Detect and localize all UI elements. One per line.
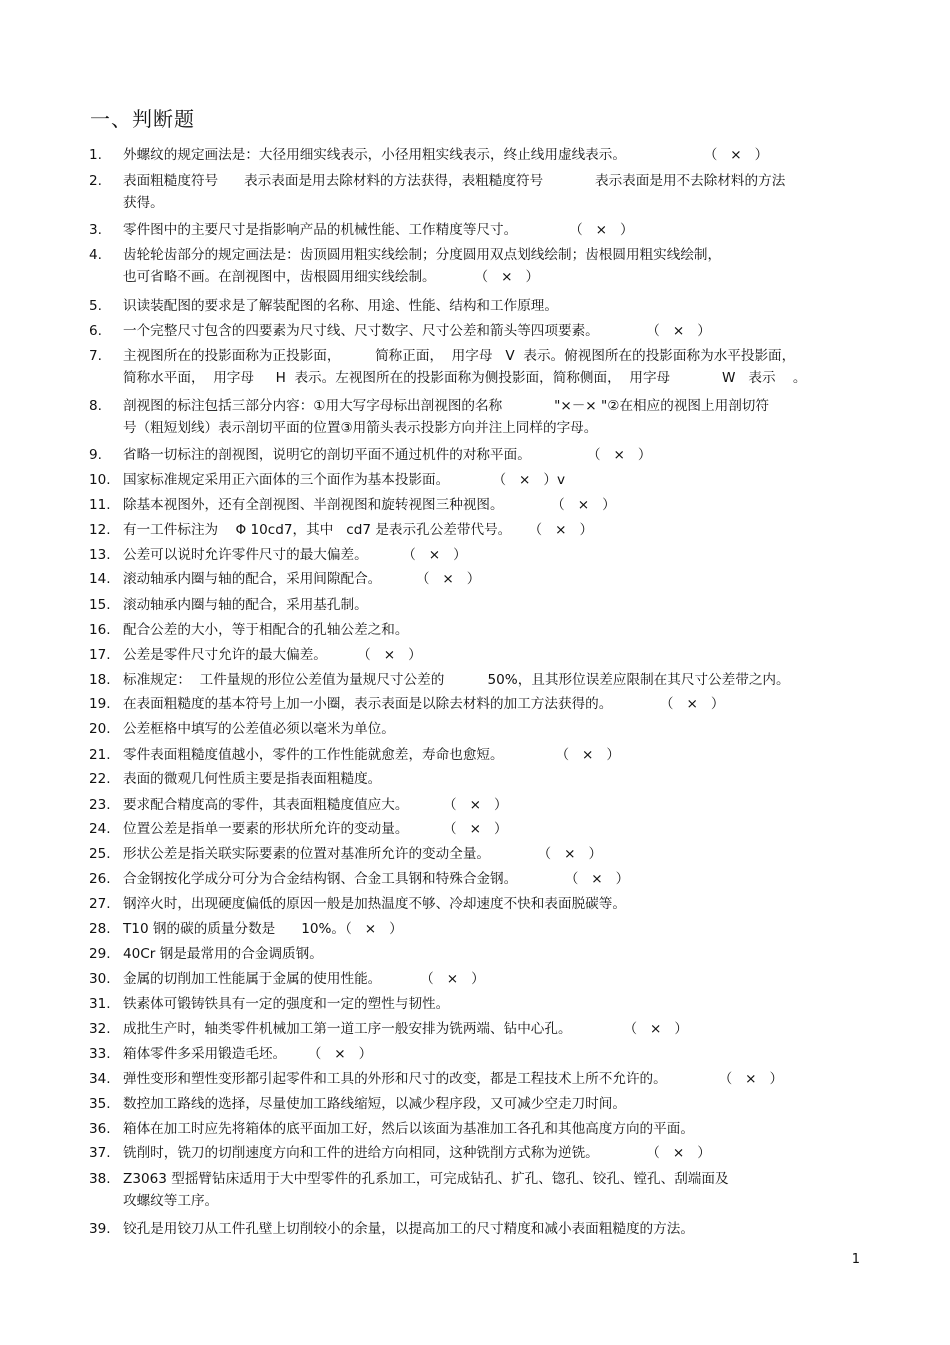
question-item [89, 1168, 859, 1212]
question-text-line: T10 钢的碳的质量分数是 10%。（ × ） [123, 921, 403, 937]
question-number: 38. [89, 1171, 111, 1187]
question-item [89, 244, 859, 288]
question-item [89, 1043, 859, 1065]
question-text-line: 公差可以说时允许零件尺寸的最大偏差。 （ × ） [123, 547, 467, 563]
question-item [89, 843, 859, 865]
question-number: 30. [89, 971, 111, 987]
question-text-line: 箱体在加工时应先将箱体的底平面加工好，然后以该面为基准加工各孔和其他高度方向的平面。 [123, 1121, 694, 1137]
question-item [89, 818, 859, 840]
question-text-line: 箱体零件多采用锻造毛坯。 （ × ） [123, 1046, 373, 1062]
question-text-line: 公差是零件尺寸允许的最大偏差。 （ × ） [123, 647, 422, 663]
question-number: 22. [89, 771, 111, 787]
question-text-line: 位置公差是指单一要素的形状所允许的变动量。 （ × ） [123, 821, 508, 837]
question-text-line: 合金钢按化学成分可分为合金结构钢、合金工具钢和特殊合金钢。 （ × ） [123, 871, 630, 887]
question-item [89, 1118, 859, 1140]
question-text-line: 号（粗短划线）表示剖切平面的位置③用箭头表示投影方向并注上同样的字母。 [123, 420, 598, 436]
question-text-line: 表面粗糙度符号 表示表面是用去除材料的方法获得，表粗糙度符号 表示表面是用不去除材料的方法 [123, 173, 786, 189]
question-number: 1. [89, 147, 102, 163]
question-item [89, 693, 859, 715]
question-number: 36. [89, 1121, 111, 1137]
question-number: 33. [89, 1046, 111, 1062]
question-number: 39. [89, 1221, 111, 1237]
question-number: 31. [89, 996, 111, 1012]
question-item [89, 768, 859, 790]
question-number: 32. [89, 1021, 111, 1037]
question-number: 4. [89, 247, 102, 263]
question-item [89, 644, 859, 666]
question-number: 8. [89, 398, 102, 414]
question-number: 20. [89, 721, 111, 737]
question-text-line: 齿轮轮齿部分的规定画法是：齿顶圆用粗实线绘制；分度圆用双点划线绘制；齿根圆用粗实线绘制， [123, 247, 722, 263]
question-text-line: 主视图所在的投影面称为正投影面， 简称正面， 用字母 V 表示。俯视图所在的投影面称为水平投影面， [123, 348, 796, 364]
question-number: 26. [89, 871, 111, 887]
question-number: 37. [89, 1145, 111, 1161]
question-text-line: 有一工件标注为 Φ 10cd7，其中 cd7 是表示孔公差带代号。 （ × ） [123, 522, 594, 538]
section-title: 一、判断题 [90, 107, 195, 131]
question-item [89, 669, 859, 691]
question-number: 17. [89, 647, 111, 663]
question-text-line: 标准规定： 工件量规的形位公差值为量规尺寸公差的 50%，且其形位误差应限制在其尺寸公差带之内。 [123, 672, 790, 688]
question-number: 16. [89, 622, 111, 638]
question-number: 14. [89, 571, 111, 587]
question-item [89, 345, 859, 389]
question-number: 35. [89, 1096, 111, 1112]
question-text-line: 金属的切削加工性能属于金属的使用性能。 （ × ） [123, 971, 485, 987]
question-item [89, 1218, 859, 1240]
question-number: 12. [89, 522, 111, 538]
question-number: 25. [89, 846, 111, 862]
question-item [89, 494, 859, 516]
question-text-line: 简称水平面， 用字母 H 表示。左视图所在的投影面称为侧投影面，简称侧面， 用字母 W 表示 。 [123, 370, 807, 386]
question-text-line: 获得。 [123, 195, 164, 211]
question-item [89, 1093, 859, 1115]
question-text-line: 零件图中的主要尺寸是指影响产品的机械性能、工作精度等尺寸。 （ × ） [123, 222, 634, 238]
question-text-line: 弹性变形和塑性变形都引起零件和工具的外形和尺寸的改变，都是工程技术上所不允许的。 （ × ） [123, 1071, 784, 1087]
question-text-line: 一个完整尺寸包含的四要素为尺寸线、尺寸数字、尺寸公差和箭头等四项要素。 （ × ） [123, 323, 711, 339]
question-text-line: 识读装配图的要求是了解装配图的名称、用途、性能、结构和工作原理。 [123, 298, 558, 314]
question-item [89, 1068, 859, 1090]
question-text-line: 省略一切标注的剖视图，说明它的剖切平面不通过机件的对称平面。 （ × ） [123, 447, 652, 463]
question-text-line: 要求配合精度高的零件，其表面粗糙度值应大。 （ × ） [123, 797, 508, 813]
question-item [89, 170, 859, 214]
question-text-line: 形状公差是指关联实际要素的位置对基准所允许的变动全量。 （ × ） [123, 846, 603, 862]
question-item [89, 568, 859, 590]
question-item [89, 295, 859, 317]
question-number: 13. [89, 547, 111, 563]
question-number: 28. [89, 921, 111, 937]
question-text-line: 在表面粗糙度的基本符号上加一小圈，表示表面是以除去材料的加工方法获得的。 （ × ） [123, 696, 725, 712]
question-number: 29. [89, 946, 111, 962]
question-text-line: 国家标准规定采用正六面体的三个面作为基本投影面。 （ × ）v [123, 472, 566, 488]
question-item [89, 943, 859, 965]
question-number: 19. [89, 696, 111, 712]
question-number: 24. [89, 821, 111, 837]
question-number: 2. [89, 173, 102, 189]
question-item [89, 144, 859, 166]
question-text-line: 铰孔是用铰刀从工件孔壁上切削较小的余量，以提高加工的尺寸精度和减小表面粗糙度的方法。 [123, 1221, 694, 1237]
question-item [89, 444, 859, 466]
question-item [89, 320, 859, 342]
question-item [89, 395, 859, 439]
question-text-line: 零件表面粗糙度值越小，零件的工作性能就愈差，寿命也愈短。 （ × ） [123, 747, 620, 763]
question-number: 15. [89, 597, 111, 613]
question-text-line: 成批生产时，轴类零件机械加工第一道工序一般安排为铣两端、钻中心孔。 （ × ） [123, 1021, 688, 1037]
question-item [89, 1018, 859, 1040]
question-text-line: 滚动轴承内圈与轴的配合，采用间隙配合。 （ × ） [123, 571, 481, 587]
question-text-line: 表面的微观几何性质主要是指表面粗糙度。 [123, 771, 382, 787]
question-text-line: 铣削时，铣刀的切削速度方向和工件的进给方向相同，这种铣削方式称为逆铣。 （ × ） [123, 1145, 711, 1161]
question-text-line: 铁素体可锻铸铁具有一定的强度和一定的塑性与韧性。 [123, 996, 450, 1012]
question-item [89, 993, 859, 1015]
question-number: 23. [89, 797, 111, 813]
question-text-line: 除基本视图外，还有全剖视图、半剖视图和旋转视图三种视图。 （ × ） [123, 497, 616, 513]
question-item [89, 794, 859, 816]
question-text-line: 公差框格中填写的公差值必须以毫米为单位。 [123, 721, 395, 737]
question-item [89, 469, 859, 491]
question-item [89, 968, 859, 990]
question-text-line: 配合公差的大小，等于相配合的孔轴公差之和。 [123, 622, 409, 638]
question-text-line: 也可省略不画。在剖视图中，齿根圆用细实线绘制。 （ × ） [123, 269, 540, 285]
question-text-line: 剖视图的标注包括三部分内容：①用大写字母标出剖视图的名称 "×－× "②在相应的视图上用剖切符 [123, 398, 769, 414]
question-number: 5. [89, 298, 102, 314]
question-text-line: Z3063 型摇臂钻床适用于大中型零件的孔系加工，可完成钻孔、扩孔、锪孔、铰孔、镗孔、刮端面及 [123, 1171, 729, 1187]
question-number: 7. [89, 348, 102, 364]
question-item [89, 594, 859, 616]
question-item [89, 544, 859, 566]
question-number: 11. [89, 497, 111, 513]
question-item [89, 918, 859, 940]
question-text-line: 40Cr 钢是最常用的合金调质钢。 [123, 946, 323, 962]
question-number: 21. [89, 747, 111, 763]
question-item [89, 519, 859, 541]
question-item [89, 893, 859, 915]
question-item [89, 718, 859, 740]
question-text-line: 攻螺纹等工序。 [123, 1193, 219, 1209]
question-item [89, 619, 859, 641]
page-number: 1 [851, 1252, 860, 1267]
question-number: 18. [89, 672, 111, 688]
question-text-line: 外螺纹的规定画法是：大径用细实线表示，小径用粗实线表示，终止线用虚线表示。 （ × ） [123, 147, 769, 163]
question-number: 10. [89, 472, 111, 488]
question-item [89, 744, 859, 766]
question-number: 6. [89, 323, 102, 339]
question-number: 9. [89, 447, 102, 463]
question-text-line: 数控加工路线的选择，尽量使加工路线缩短，以减少程序段，又可减少空走刀时间。 [123, 1096, 626, 1112]
question-text-line: 钢淬火时，出现硬度偏低的原因一般是加热温度不够、冷却速度不快和表面脱碳等。 [123, 896, 626, 912]
question-number: 27. [89, 896, 111, 912]
question-number: 34. [89, 1071, 111, 1087]
question-number: 3. [89, 222, 102, 238]
question-text-line: 滚动轴承内圈与轴的配合，采用基孔制。 [123, 597, 368, 613]
question-item [89, 868, 859, 890]
question-item [89, 1142, 859, 1164]
question-item [89, 219, 859, 241]
